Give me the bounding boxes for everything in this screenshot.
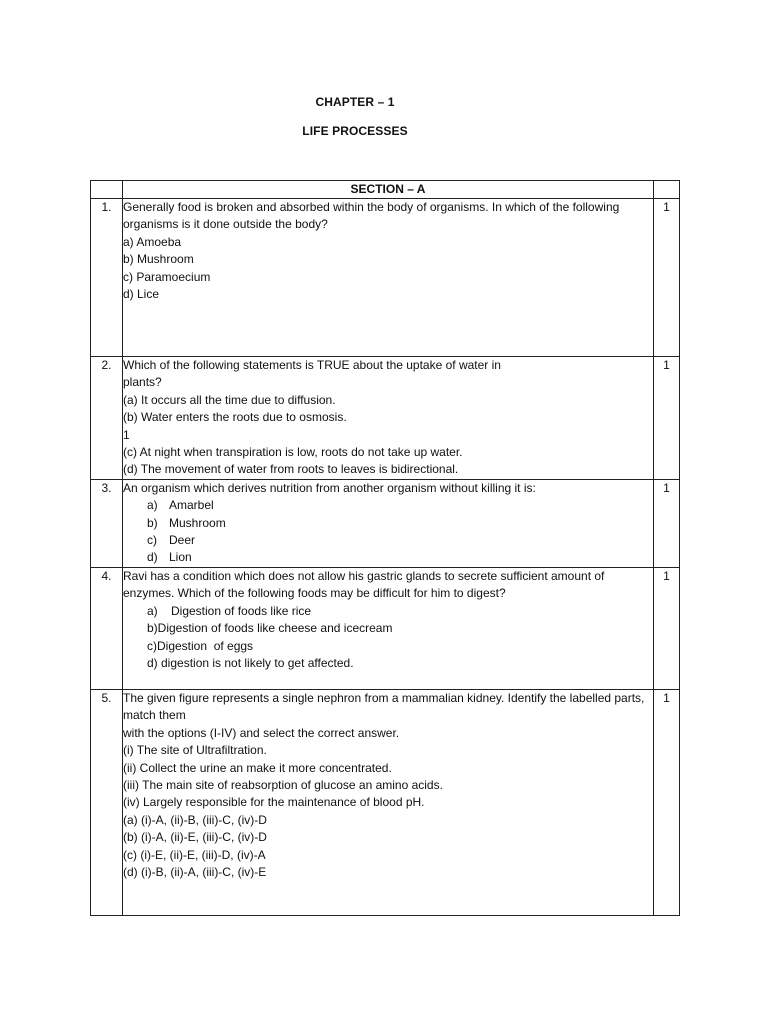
question-marks: 1 <box>654 689 680 915</box>
question-number: 3. <box>91 479 123 567</box>
option: (b) (i)-A, (ii)-E, (iii)-C, (iv)-D <box>123 830 267 845</box>
option-label: a) <box>147 498 158 513</box>
question-table <box>90 180 680 916</box>
question-row-4 <box>91 567 680 689</box>
statement: (iii) The main site of reabsorption of glucose an amino acids. <box>123 777 443 792</box>
option: d) digestion is not likely to get affected. <box>147 655 354 670</box>
option-text: Lion <box>169 550 192 565</box>
question-number: 4. <box>91 567 123 689</box>
option: (d) The movement of water from roots to leaves is bidirectional. <box>123 462 459 477</box>
question-row-2 <box>91 357 680 480</box>
question-row-5 <box>91 689 680 915</box>
question-body <box>123 689 654 915</box>
question-number: 1. <box>91 199 123 357</box>
option: (b) Water enters the roots due to osmosis. <box>123 410 347 425</box>
option-text: Amarbel <box>169 498 214 513</box>
question-body <box>123 567 654 689</box>
question-marks: 1 <box>654 357 680 480</box>
option: a) Digestion of foods like rice <box>147 603 312 618</box>
question-body <box>123 479 654 567</box>
question-stem: Which of the following statements is TRUE about the uptake of water in <box>123 358 501 372</box>
question-stem: Generally food is broken and absorbed within the body of organisms. In which of the following organisms is it done outside the body? <box>123 200 620 232</box>
question-marks: 1 <box>654 479 680 567</box>
option-text: Mushroom <box>169 515 226 530</box>
question-stem: with the options (I-IV) and select the correct answer. <box>123 725 400 740</box>
statement: (iv) Largely responsible for the maintenance of blood pH. <box>123 795 425 810</box>
stray-text: 1 <box>123 427 130 442</box>
question-stem: An organism which derives nutrition from another organism without killing it is: <box>123 480 536 495</box>
question-stem: The given figure represents a single nephron from a mammalian kidney. Identify the labelled parts, match them <box>123 690 645 723</box>
option: (d) (i)-B, (ii)-A, (iii)-C, (iv)-E <box>123 864 267 879</box>
chapter-title: LIFE PROCESSES <box>302 124 408 138</box>
question-stem: plants? <box>123 375 162 390</box>
option-label: d) <box>147 550 158 565</box>
statement: (ii) Collect the urine an make it more concentrated. <box>123 760 392 775</box>
question-body <box>123 199 654 357</box>
section-header-row <box>91 181 680 199</box>
option <box>123 532 653 549</box>
option: c)Digestion of eggs <box>147 638 254 653</box>
question-stem: Ravi has a condition which does not allow his gastric glands to secrete sufficient amount of enzymes. Which of the following foods may be difficult for him to digest? <box>123 568 605 601</box>
question-row-3 <box>91 479 680 567</box>
option <box>123 497 653 514</box>
option: c) Paramoecium <box>123 269 211 284</box>
option <box>123 515 653 532</box>
option-text: Deer <box>169 533 196 548</box>
option: (a) It occurs all the time due to diffusion. <box>123 392 336 407</box>
option: d) Lice <box>123 287 160 302</box>
question-marks: 1 <box>654 199 680 357</box>
empty-cell <box>91 181 123 199</box>
statement: (i) The site of Ultrafiltration. <box>123 743 267 758</box>
option: (a) (i)-A, (ii)-B, (iii)-C, (iv)-D <box>123 812 267 827</box>
section-heading: SECTION – A <box>123 181 654 199</box>
question-number: 5. <box>91 689 123 915</box>
chapter-heading: CHAPTER – 1 <box>315 95 395 109</box>
option: (c) At night when transpiration is low, roots do not take up water. <box>123 445 463 460</box>
question-row-1 <box>91 199 680 357</box>
option: b) Mushroom <box>123 252 194 267</box>
option: (c) (i)-E, (ii)-E, (iii)-D, (iv)-A <box>123 847 266 862</box>
option <box>123 549 653 566</box>
option-label: b) <box>147 515 158 530</box>
question-marks: 1 <box>654 567 680 689</box>
option: a) Amoeba <box>123 234 182 249</box>
option-label: c) <box>147 533 157 548</box>
option: b)Digestion of foods like cheese and icecream <box>147 621 393 636</box>
question-body <box>123 357 654 480</box>
question-number: 2. <box>91 357 123 480</box>
empty-cell <box>654 181 680 199</box>
